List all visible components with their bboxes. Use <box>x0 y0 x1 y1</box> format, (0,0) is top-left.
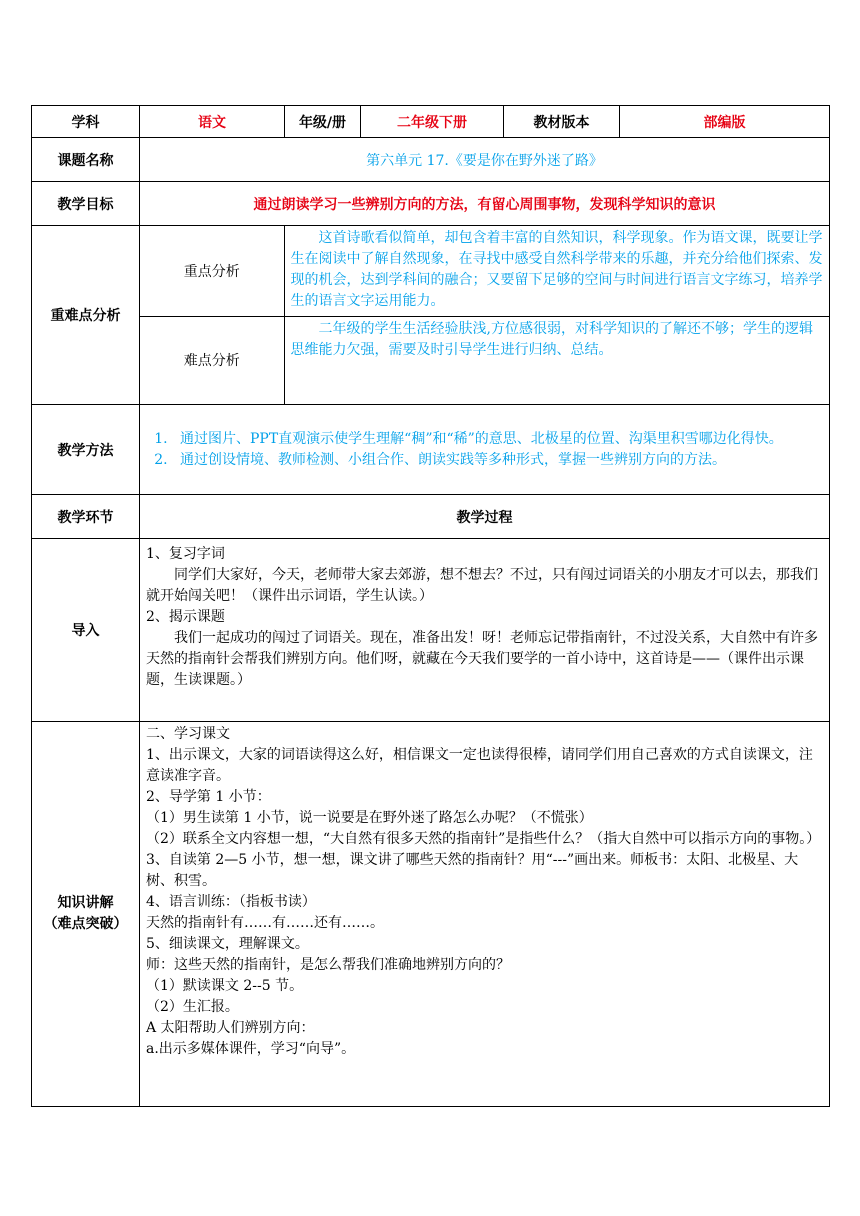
knowledge-line: （2）联系全文内容想一想，“大自然有很多天然的指南针”是指些什么？（指大自然中可以指示方向的事物。） <box>146 831 821 847</box>
goal-label: 教学目标 <box>32 182 140 226</box>
key-point-text: 这首诗歌看似简单，却包含着丰富的自然知识，科学现象。作为语文课，既要让学生在阅读中了解自然现象，在寻找中感受自然科学带来的乐趣，并充分给他们探索、发现的机会，达到学科间的融合；又要留下足够的空间与时间进行语言文字练习，培养学生的语言文字运用能力。 <box>290 230 823 309</box>
intro-heading-2: 2、揭示课题 <box>146 609 225 625</box>
knowledge-line: 1、出示课文，大家的词语读得这么好，相信课文一定也读得很棒，请同学们用自己喜欢的方式自读课文，注意读准字音。 <box>146 747 813 784</box>
method-label: 教学方法 <box>32 405 140 495</box>
goal-row <box>32 182 830 226</box>
intro-paragraph-2: 我们一起成功的闯过了词语关。现在，准备出发！呀！老师忘记带指南针，不过没关系，大自然中有许多天然的指南针会帮我们辨别方向。他们呀，就藏在今天我们要学的一首小诗中，这首诗是——（课件出示课题，生读课题。） <box>146 630 818 688</box>
subject-label: 学科 <box>32 106 140 138</box>
title-row <box>32 138 830 182</box>
grade-label: 年级/册 <box>285 106 361 138</box>
knowledge-line: A 太阳帮助人们辨别方向： <box>146 1020 315 1036</box>
method-item-1: 1. 通过图片、PPT直观演示使学生理解“稠”和“稀”的意思、北极星的位置、沟渠里积雪哪边化得快。 <box>172 429 825 450</box>
knowledge-line: 2、导学第 1 小节： <box>146 789 271 805</box>
knowledge-line: 5、细读课文，理解课文。 <box>146 936 309 952</box>
edition-value: 部编版 <box>620 106 830 138</box>
process-label: 教学过程 <box>140 495 830 539</box>
process-header-row <box>32 495 830 539</box>
intro-paragraph-1: 同学们大家好，今天，老师带大家去郊游，想不想去？不过，只有闯过词语关的小朋友才可以去，那我们就开始闯关吧！（课件出示词语，学生认读。） <box>146 567 818 604</box>
knowledge-line: 4、语言训练：（指板书读） <box>146 894 316 910</box>
key-point-label: 重点分析 <box>140 226 284 316</box>
difficulty-label: 难点分析 <box>140 316 284 404</box>
method-list <box>146 429 825 471</box>
knowledge-line: （1）默读课文 2--5 节。 <box>146 978 304 994</box>
knowledge-line: 3、自读第 2—5 小节，想一想，课文讲了哪些天然的指南针？用“---”画出来。师板书：太阳、北极星、大树、积雪。 <box>146 852 799 889</box>
knowledge-line: a.出示多媒体课件，学习“向导”。 <box>146 1041 356 1057</box>
method-row <box>32 405 830 495</box>
knowledge-line: （1）男生读第 1 小节，说一说要是在野外迷了路怎么办呢？（不慌张） <box>146 810 593 826</box>
knowledge-line: 师：这些天然的指南针，是怎么帮我们准确地辨别方向的？ <box>146 957 510 973</box>
analysis-row <box>32 226 830 405</box>
teaching-goal: 通过朗读学习一些辨别方向的方法，有留心周围事物，发现科学知识的意识 <box>140 182 830 226</box>
knowledge-line: （2）生汇报。 <box>146 999 239 1015</box>
lesson-plan-page <box>31 105 829 1107</box>
analysis-subtable <box>140 226 829 404</box>
knowledge-line: 二、学习课文 <box>146 726 230 742</box>
intro-heading-1: 1、复习字词 <box>146 546 225 562</box>
difficulty-text: 二年级的学生生活经验肤浅,方位感很弱，对科学知识的了解还不够；学生的逻辑思维能力欠强，需要及时引导学生进行归纳、总结。 <box>290 320 813 358</box>
knowledge-row <box>32 722 830 1107</box>
title-label: 课题名称 <box>32 138 140 182</box>
header-row <box>32 106 830 138</box>
intro-label: 导入 <box>32 539 140 722</box>
knowledge-line: 天然的指南针有……有……还有……。 <box>146 915 384 931</box>
knowledge-sublabel: （难点突破） <box>43 916 128 932</box>
lesson-plan-table <box>31 105 830 1107</box>
method-item-2: 2. 通过创设情境、教师检测、小组合作、朗读实践等多种形式，掌握一些辨别方向的方法。 <box>172 450 825 471</box>
process-stage-label: 教学环节 <box>32 495 140 539</box>
analysis-label: 重难点分析 <box>32 226 140 405</box>
knowledge-label: 知识讲解 <box>57 895 114 911</box>
subject-value: 语文 <box>140 106 285 138</box>
grade-value: 二年级下册 <box>361 106 504 138</box>
intro-row <box>32 539 830 722</box>
edition-label: 教材版本 <box>504 106 620 138</box>
lesson-title: 第六单元 17.《要是你在野外迷了路》 <box>140 138 830 182</box>
